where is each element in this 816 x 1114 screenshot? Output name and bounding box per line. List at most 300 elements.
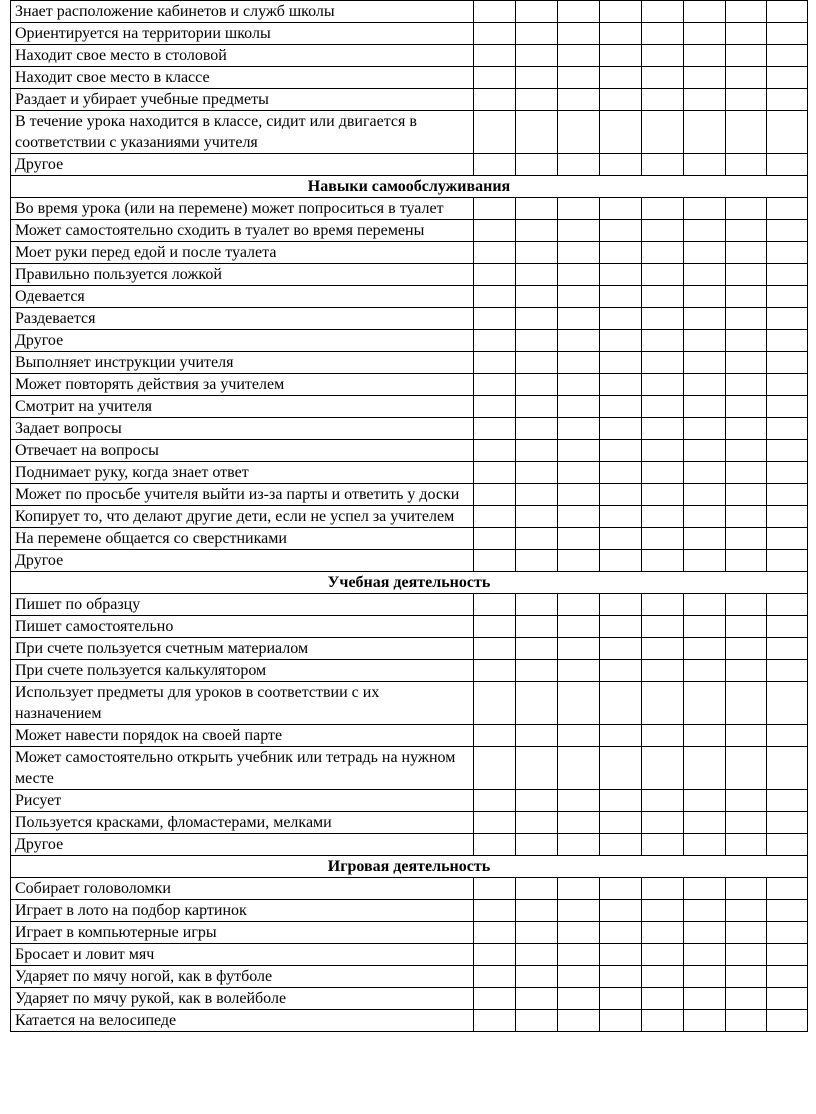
mark-cell[interactable] — [600, 45, 642, 67]
mark-cell[interactable] — [516, 308, 558, 330]
mark-cell[interactable] — [767, 528, 808, 550]
mark-cell[interactable] — [726, 550, 767, 572]
mark-cell[interactable] — [474, 682, 516, 725]
mark-cell[interactable] — [642, 45, 684, 67]
mark-cell[interactable] — [474, 308, 516, 330]
mark-cell[interactable] — [684, 286, 726, 308]
mark-cell[interactable] — [516, 418, 558, 440]
mark-cell[interactable] — [726, 396, 767, 418]
mark-cell[interactable] — [558, 550, 600, 572]
mark-cell[interactable] — [642, 616, 684, 638]
mark-cell[interactable] — [684, 198, 726, 220]
mark-cell[interactable] — [558, 922, 600, 944]
mark-cell[interactable] — [516, 638, 558, 660]
mark-cell[interactable] — [684, 725, 726, 747]
mark-cell[interactable] — [600, 944, 642, 966]
mark-cell[interactable] — [558, 352, 600, 374]
mark-cell[interactable] — [767, 988, 808, 1010]
mark-cell[interactable] — [684, 1010, 726, 1032]
mark-cell[interactable] — [684, 220, 726, 242]
mark-cell[interactable] — [516, 528, 558, 550]
mark-cell[interactable] — [684, 1, 726, 23]
mark-cell[interactable] — [558, 440, 600, 462]
mark-cell[interactable] — [642, 396, 684, 418]
mark-cell[interactable] — [767, 484, 808, 506]
mark-cell[interactable] — [600, 594, 642, 616]
mark-cell[interactable] — [600, 220, 642, 242]
mark-cell[interactable] — [684, 440, 726, 462]
mark-cell[interactable] — [684, 484, 726, 506]
mark-cell[interactable] — [642, 966, 684, 988]
mark-cell[interactable] — [474, 660, 516, 682]
mark-cell[interactable] — [684, 812, 726, 834]
mark-cell[interactable] — [684, 154, 726, 176]
mark-cell[interactable] — [684, 67, 726, 89]
mark-cell[interactable] — [558, 1, 600, 23]
mark-cell[interactable] — [516, 264, 558, 286]
mark-cell[interactable] — [642, 220, 684, 242]
mark-cell[interactable] — [767, 374, 808, 396]
mark-cell[interactable] — [684, 242, 726, 264]
mark-cell[interactable] — [600, 812, 642, 834]
mark-cell[interactable] — [558, 638, 600, 660]
mark-cell[interactable] — [684, 900, 726, 922]
mark-cell[interactable] — [684, 944, 726, 966]
mark-cell[interactable] — [474, 900, 516, 922]
mark-cell[interactable] — [726, 834, 767, 856]
mark-cell[interactable] — [767, 966, 808, 988]
mark-cell[interactable] — [767, 594, 808, 616]
mark-cell[interactable] — [726, 45, 767, 67]
mark-cell[interactable] — [767, 747, 808, 790]
mark-cell[interactable] — [558, 462, 600, 484]
mark-cell[interactable] — [516, 1, 558, 23]
mark-cell[interactable] — [600, 67, 642, 89]
mark-cell[interactable] — [516, 900, 558, 922]
mark-cell[interactable] — [474, 1, 516, 23]
mark-cell[interactable] — [726, 286, 767, 308]
mark-cell[interactable] — [684, 506, 726, 528]
mark-cell[interactable] — [558, 900, 600, 922]
mark-cell[interactable] — [600, 111, 642, 154]
mark-cell[interactable] — [558, 220, 600, 242]
mark-cell[interactable] — [474, 616, 516, 638]
mark-cell[interactable] — [516, 660, 558, 682]
mark-cell[interactable] — [642, 418, 684, 440]
mark-cell[interactable] — [642, 528, 684, 550]
mark-cell[interactable] — [726, 23, 767, 45]
mark-cell[interactable] — [726, 616, 767, 638]
mark-cell[interactable] — [767, 418, 808, 440]
mark-cell[interactable] — [474, 484, 516, 506]
mark-cell[interactable] — [558, 396, 600, 418]
mark-cell[interactable] — [558, 1010, 600, 1032]
mark-cell[interactable] — [474, 220, 516, 242]
mark-cell[interactable] — [516, 242, 558, 264]
mark-cell[interactable] — [474, 418, 516, 440]
mark-cell[interactable] — [558, 725, 600, 747]
mark-cell[interactable] — [600, 1010, 642, 1032]
mark-cell[interactable] — [767, 1, 808, 23]
mark-cell[interactable] — [558, 111, 600, 154]
mark-cell[interactable] — [642, 440, 684, 462]
mark-cell[interactable] — [642, 922, 684, 944]
mark-cell[interactable] — [474, 944, 516, 966]
mark-cell[interactable] — [684, 790, 726, 812]
mark-cell[interactable] — [767, 506, 808, 528]
mark-cell[interactable] — [767, 23, 808, 45]
mark-cell[interactable] — [726, 1, 767, 23]
mark-cell[interactable] — [642, 111, 684, 154]
mark-cell[interactable] — [684, 660, 726, 682]
mark-cell[interactable] — [726, 506, 767, 528]
mark-cell[interactable] — [474, 506, 516, 528]
mark-cell[interactable] — [726, 988, 767, 1010]
mark-cell[interactable] — [474, 264, 516, 286]
mark-cell[interactable] — [516, 286, 558, 308]
mark-cell[interactable] — [726, 374, 767, 396]
mark-cell[interactable] — [474, 23, 516, 45]
mark-cell[interactable] — [726, 67, 767, 89]
mark-cell[interactable] — [600, 638, 642, 660]
mark-cell[interactable] — [474, 812, 516, 834]
mark-cell[interactable] — [516, 396, 558, 418]
mark-cell[interactable] — [558, 484, 600, 506]
mark-cell[interactable] — [558, 308, 600, 330]
mark-cell[interactable] — [600, 725, 642, 747]
mark-cell[interactable] — [767, 45, 808, 67]
mark-cell[interactable] — [642, 944, 684, 966]
mark-cell[interactable] — [642, 23, 684, 45]
mark-cell[interactable] — [767, 725, 808, 747]
mark-cell[interactable] — [516, 790, 558, 812]
mark-cell[interactable] — [642, 264, 684, 286]
mark-cell[interactable] — [600, 682, 642, 725]
mark-cell[interactable] — [767, 89, 808, 111]
mark-cell[interactable] — [767, 834, 808, 856]
mark-cell[interactable] — [642, 878, 684, 900]
mark-cell[interactable] — [600, 418, 642, 440]
mark-cell[interactable] — [600, 264, 642, 286]
mark-cell[interactable] — [474, 988, 516, 1010]
mark-cell[interactable] — [516, 944, 558, 966]
mark-cell[interactable] — [558, 790, 600, 812]
mark-cell[interactable] — [726, 352, 767, 374]
mark-cell[interactable] — [767, 154, 808, 176]
mark-cell[interactable] — [684, 418, 726, 440]
mark-cell[interactable] — [516, 374, 558, 396]
mark-cell[interactable] — [600, 900, 642, 922]
mark-cell[interactable] — [767, 264, 808, 286]
mark-cell[interactable] — [558, 747, 600, 790]
mark-cell[interactable] — [558, 374, 600, 396]
mark-cell[interactable] — [558, 198, 600, 220]
mark-cell[interactable] — [642, 790, 684, 812]
mark-cell[interactable] — [558, 418, 600, 440]
mark-cell[interactable] — [684, 682, 726, 725]
mark-cell[interactable] — [600, 374, 642, 396]
mark-cell[interactable] — [726, 878, 767, 900]
mark-cell[interactable] — [516, 616, 558, 638]
mark-cell[interactable] — [474, 440, 516, 462]
mark-cell[interactable] — [726, 220, 767, 242]
mark-cell[interactable] — [516, 23, 558, 45]
mark-cell[interactable] — [642, 638, 684, 660]
mark-cell[interactable] — [767, 308, 808, 330]
mark-cell[interactable] — [726, 944, 767, 966]
mark-cell[interactable] — [600, 550, 642, 572]
mark-cell[interactable] — [726, 790, 767, 812]
mark-cell[interactable] — [767, 812, 808, 834]
mark-cell[interactable] — [558, 834, 600, 856]
mark-cell[interactable] — [600, 352, 642, 374]
mark-cell[interactable] — [726, 308, 767, 330]
mark-cell[interactable] — [600, 286, 642, 308]
mark-cell[interactable] — [600, 154, 642, 176]
mark-cell[interactable] — [516, 45, 558, 67]
mark-cell[interactable] — [516, 330, 558, 352]
mark-cell[interactable] — [767, 1010, 808, 1032]
mark-cell[interactable] — [642, 352, 684, 374]
mark-cell[interactable] — [558, 682, 600, 725]
mark-cell[interactable] — [474, 352, 516, 374]
mark-cell[interactable] — [726, 594, 767, 616]
mark-cell[interactable] — [642, 834, 684, 856]
mark-cell[interactable] — [767, 330, 808, 352]
mark-cell[interactable] — [516, 154, 558, 176]
mark-cell[interactable] — [642, 725, 684, 747]
mark-cell[interactable] — [726, 922, 767, 944]
mark-cell[interactable] — [516, 462, 558, 484]
mark-cell[interactable] — [474, 396, 516, 418]
mark-cell[interactable] — [558, 878, 600, 900]
mark-cell[interactable] — [474, 638, 516, 660]
mark-cell[interactable] — [642, 1010, 684, 1032]
mark-cell[interactable] — [642, 89, 684, 111]
mark-cell[interactable] — [642, 1, 684, 23]
mark-cell[interactable] — [600, 242, 642, 264]
mark-cell[interactable] — [726, 638, 767, 660]
mark-cell[interactable] — [767, 790, 808, 812]
mark-cell[interactable] — [516, 1010, 558, 1032]
mark-cell[interactable] — [600, 462, 642, 484]
mark-cell[interactable] — [516, 352, 558, 374]
mark-cell[interactable] — [516, 812, 558, 834]
mark-cell[interactable] — [726, 528, 767, 550]
mark-cell[interactable] — [726, 660, 767, 682]
mark-cell[interactable] — [558, 23, 600, 45]
mark-cell[interactable] — [726, 812, 767, 834]
mark-cell[interactable] — [600, 660, 642, 682]
mark-cell[interactable] — [684, 308, 726, 330]
mark-cell[interactable] — [516, 878, 558, 900]
mark-cell[interactable] — [600, 1, 642, 23]
mark-cell[interactable] — [767, 242, 808, 264]
mark-cell[interactable] — [558, 966, 600, 988]
mark-cell[interactable] — [516, 484, 558, 506]
mark-cell[interactable] — [642, 594, 684, 616]
mark-cell[interactable] — [516, 67, 558, 89]
mark-cell[interactable] — [684, 89, 726, 111]
mark-cell[interactable] — [767, 67, 808, 89]
mark-cell[interactable] — [684, 747, 726, 790]
mark-cell[interactable] — [684, 528, 726, 550]
mark-cell[interactable] — [642, 506, 684, 528]
mark-cell[interactable] — [474, 67, 516, 89]
mark-cell[interactable] — [600, 790, 642, 812]
mark-cell[interactable] — [474, 286, 516, 308]
mark-cell[interactable] — [684, 988, 726, 1010]
mark-cell[interactable] — [642, 67, 684, 89]
mark-cell[interactable] — [516, 506, 558, 528]
mark-cell[interactable] — [684, 23, 726, 45]
mark-cell[interactable] — [726, 89, 767, 111]
mark-cell[interactable] — [474, 922, 516, 944]
mark-cell[interactable] — [516, 747, 558, 790]
mark-cell[interactable] — [600, 616, 642, 638]
mark-cell[interactable] — [474, 154, 516, 176]
mark-cell[interactable] — [474, 1010, 516, 1032]
mark-cell[interactable] — [558, 506, 600, 528]
mark-cell[interactable] — [684, 396, 726, 418]
mark-cell[interactable] — [726, 682, 767, 725]
mark-cell[interactable] — [726, 418, 767, 440]
mark-cell[interactable] — [767, 111, 808, 154]
mark-cell[interactable] — [600, 308, 642, 330]
mark-cell[interactable] — [726, 725, 767, 747]
mark-cell[interactable] — [767, 900, 808, 922]
mark-cell[interactable] — [726, 1010, 767, 1032]
mark-cell[interactable] — [474, 790, 516, 812]
mark-cell[interactable] — [516, 220, 558, 242]
mark-cell[interactable] — [684, 878, 726, 900]
mark-cell[interactable] — [474, 528, 516, 550]
mark-cell[interactable] — [767, 944, 808, 966]
mark-cell[interactable] — [516, 111, 558, 154]
mark-cell[interactable] — [600, 198, 642, 220]
mark-cell[interactable] — [642, 660, 684, 682]
mark-cell[interactable] — [684, 330, 726, 352]
mark-cell[interactable] — [684, 922, 726, 944]
mark-cell[interactable] — [474, 834, 516, 856]
mark-cell[interactable] — [474, 594, 516, 616]
mark-cell[interactable] — [726, 484, 767, 506]
mark-cell[interactable] — [767, 878, 808, 900]
mark-cell[interactable] — [767, 440, 808, 462]
mark-cell[interactable] — [516, 440, 558, 462]
mark-cell[interactable] — [684, 264, 726, 286]
mark-cell[interactable] — [767, 922, 808, 944]
mark-cell[interactable] — [558, 812, 600, 834]
mark-cell[interactable] — [558, 264, 600, 286]
mark-cell[interactable] — [474, 89, 516, 111]
mark-cell[interactable] — [474, 725, 516, 747]
mark-cell[interactable] — [474, 747, 516, 790]
mark-cell[interactable] — [474, 242, 516, 264]
mark-cell[interactable] — [642, 242, 684, 264]
mark-cell[interactable] — [558, 660, 600, 682]
mark-cell[interactable] — [516, 198, 558, 220]
mark-cell[interactable] — [726, 747, 767, 790]
mark-cell[interactable] — [600, 23, 642, 45]
mark-cell[interactable] — [600, 506, 642, 528]
mark-cell[interactable] — [726, 966, 767, 988]
mark-cell[interactable] — [767, 220, 808, 242]
mark-cell[interactable] — [600, 988, 642, 1010]
mark-cell[interactable] — [642, 308, 684, 330]
mark-cell[interactable] — [684, 550, 726, 572]
mark-cell[interactable] — [684, 111, 726, 154]
mark-cell[interactable] — [600, 440, 642, 462]
mark-cell[interactable] — [726, 330, 767, 352]
mark-cell[interactable] — [558, 67, 600, 89]
mark-cell[interactable] — [474, 330, 516, 352]
mark-cell[interactable] — [474, 550, 516, 572]
mark-cell[interactable] — [516, 988, 558, 1010]
mark-cell[interactable] — [642, 900, 684, 922]
mark-cell[interactable] — [726, 111, 767, 154]
mark-cell[interactable] — [684, 834, 726, 856]
mark-cell[interactable] — [474, 374, 516, 396]
mark-cell[interactable] — [684, 616, 726, 638]
mark-cell[interactable] — [516, 89, 558, 111]
mark-cell[interactable] — [642, 286, 684, 308]
mark-cell[interactable] — [516, 834, 558, 856]
mark-cell[interactable] — [642, 154, 684, 176]
mark-cell[interactable] — [726, 242, 767, 264]
mark-cell[interactable] — [558, 528, 600, 550]
mark-cell[interactable] — [516, 922, 558, 944]
mark-cell[interactable] — [642, 484, 684, 506]
mark-cell[interactable] — [726, 900, 767, 922]
mark-cell[interactable] — [600, 330, 642, 352]
mark-cell[interactable] — [600, 484, 642, 506]
mark-cell[interactable] — [558, 330, 600, 352]
mark-cell[interactable] — [558, 594, 600, 616]
mark-cell[interactable] — [767, 660, 808, 682]
mark-cell[interactable] — [474, 462, 516, 484]
mark-cell[interactable] — [684, 638, 726, 660]
mark-cell[interactable] — [684, 45, 726, 67]
mark-cell[interactable] — [600, 878, 642, 900]
mark-cell[interactable] — [767, 616, 808, 638]
mark-cell[interactable] — [767, 352, 808, 374]
mark-cell[interactable] — [767, 286, 808, 308]
mark-cell[interactable] — [558, 286, 600, 308]
mark-cell[interactable] — [600, 922, 642, 944]
mark-cell[interactable] — [474, 198, 516, 220]
mark-cell[interactable] — [726, 440, 767, 462]
mark-cell[interactable] — [767, 638, 808, 660]
mark-cell[interactable] — [642, 198, 684, 220]
mark-cell[interactable] — [474, 111, 516, 154]
mark-cell[interactable] — [726, 462, 767, 484]
mark-cell[interactable] — [642, 462, 684, 484]
mark-cell[interactable] — [600, 834, 642, 856]
mark-cell[interactable] — [684, 594, 726, 616]
mark-cell[interactable] — [684, 462, 726, 484]
mark-cell[interactable] — [642, 374, 684, 396]
mark-cell[interactable] — [684, 352, 726, 374]
mark-cell[interactable] — [642, 812, 684, 834]
mark-cell[interactable] — [516, 725, 558, 747]
mark-cell[interactable] — [767, 462, 808, 484]
mark-cell[interactable] — [600, 89, 642, 111]
mark-cell[interactable] — [474, 45, 516, 67]
mark-cell[interactable] — [558, 45, 600, 67]
mark-cell[interactable] — [642, 550, 684, 572]
mark-cell[interactable] — [558, 944, 600, 966]
